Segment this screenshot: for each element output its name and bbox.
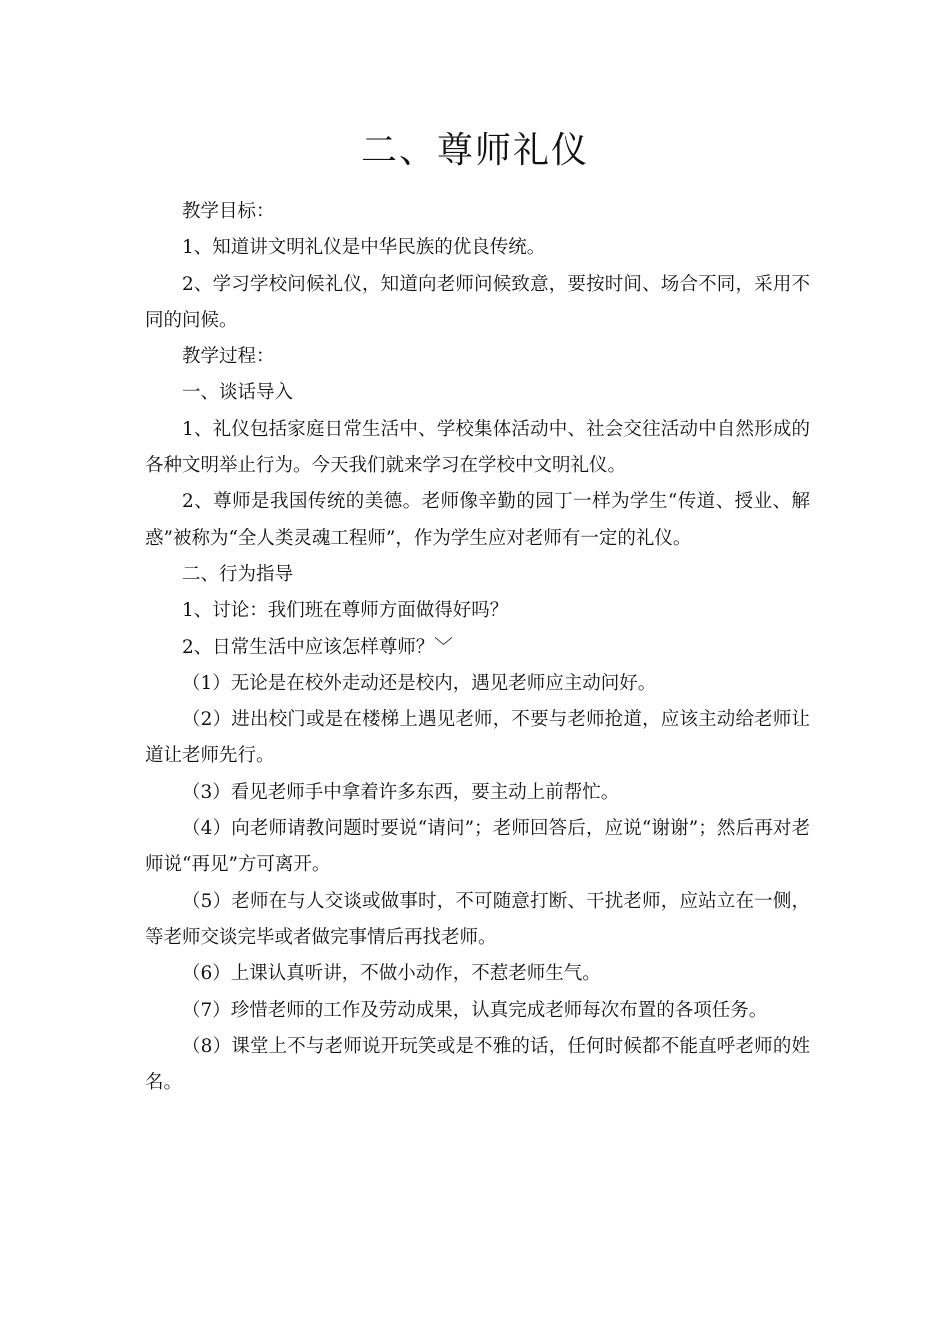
paragraph-section-1-heading: 一、谈话导入 — [182, 382, 294, 404]
paragraph-rule-2: （2）进出校门或是在楼梯上遇见老师，不要与老师抢道，应该主动给老师让道让老师先行。 — [145, 709, 810, 767]
paragraph-objective-1: 1、知道讲文明礼仪是中华民族的优良传统。 — [182, 237, 546, 259]
paragraph-rule-8: （8）课堂上不与老师说开玩笑或是不雅的话，任何时候都不能直呼老师的姓名。 — [145, 1035, 810, 1094]
paragraph-section-2-heading: 二、行为指导 — [182, 563, 294, 585]
paragraph-section-1-item-2: 2、尊师是我国传统的美德。老师像辛勤的园丁一样为学生“传道、授业、解惑”被称为“全人类灵魂工程师”，作为学生应对老师有一定的礼仪。 — [145, 491, 810, 549]
paragraph-section-2-item-1: 1、讨论：我们班在尊师方面做得好吗？ — [182, 600, 509, 622]
document-body — [145, 194, 810, 1101]
document-title: 二、尊师礼仪 — [360, 130, 589, 171]
paragraph-section-2-item-2: 2、日常生活中应该怎样尊师？﹀ — [182, 636, 453, 658]
paragraph-rule-1: （1）无论是在校外走动还是校内，遇见老师应主动问好。 — [182, 672, 657, 694]
paragraph-rule-7: （7）珍惜老师的工作及劳动成果，认真完成老师每次布置的各项任务。 — [182, 999, 768, 1021]
paragraph-section-1-item-1: 1、礼仪包括家庭日常生活中、学校集体活动中、社会交往活动中自然形成的各种文明举止行为。今天我们就来学习在学校中文明礼仪。 — [145, 418, 810, 477]
paragraph-objective-2: 2、学习学校问候礼仪，知道向老师问候致意，要按时间、场合不同，采用不同的问候。 — [145, 273, 810, 331]
paragraph-rule-3: （3）看见老师手中拿着许多东西，要主动上前帮忙。 — [182, 781, 620, 803]
paragraph-process-heading: 教学过程： — [182, 346, 275, 368]
paragraph-objectives-heading: 教学目标： — [182, 201, 275, 222]
paragraph-rule-5: （5）老师在与人交谈或做事时，不可随意打断、干扰老师，应站立在一侧，等老师交谈完毕或者做完事情后再找老师。 — [145, 890, 810, 948]
paragraph-rule-4: （4）向老师请教问题时要说“请问”；老师回答后，应说“谢谢”；然后再对老师说“再见”方可离开。 — [145, 818, 810, 876]
paragraph-rule-6: （6）上课认真听讲，不做小动作，不惹老师生气。 — [182, 963, 601, 985]
